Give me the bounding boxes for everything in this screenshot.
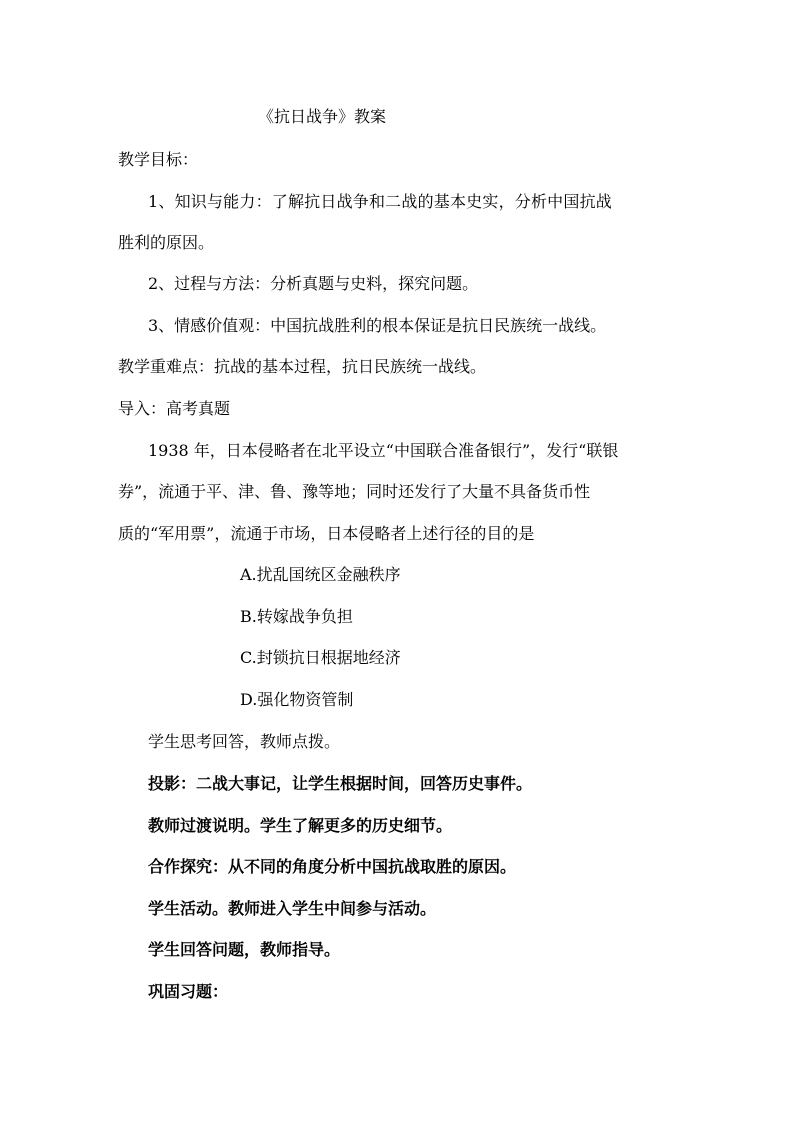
question-line-1: 1938 年，日本侵略者在北平设立“中国联合准备银行”，发行“联银 <box>148 441 619 460</box>
objective-1-continued: 胜利的原因。 <box>118 233 215 252</box>
intro-heading: 导入：高考真题 <box>118 399 231 418</box>
step-3: 教师过渡说明。学生了解更多的历史细节。 <box>148 816 453 835</box>
option-c: C.封锁抗日根据地经济 <box>240 648 401 667</box>
step-5: 学生活动。教师进入学生中间参与活动。 <box>148 899 437 918</box>
objective-1: 1、知识与能力：了解抗日战争和二战的基本史实，分析中国抗战 <box>148 192 612 211</box>
question-line-2: 券”，流通于平、津、鲁、豫等地；同时还发行了大量不具备货币性 <box>118 482 591 501</box>
step-1: 学生思考回答，教师点拨。 <box>148 732 341 751</box>
option-b: B.转嫁战争负担 <box>240 607 353 626</box>
question-line-3: 质的“军用票”，流通于市场，日本侵略者上述行径的目的是 <box>118 524 535 543</box>
option-a: A.扰乱国统区金融秩序 <box>240 565 401 584</box>
objectives-heading: 教学目标： <box>118 150 199 169</box>
key-points: 教学重难点：抗战的基本过程，抗日民族统一战线。 <box>118 357 487 376</box>
step-2: 投影：二战大事记，让学生根据时间，回答历史事件。 <box>148 774 533 793</box>
objective-2: 2、过程与方法：分析真题与史料，探究问题。 <box>148 274 479 293</box>
step-7: 巩固习题： <box>148 982 229 1001</box>
document-title: 《抗日战争》教案 <box>258 107 387 126</box>
option-d: D.强化物资管制 <box>240 690 354 709</box>
objective-3: 3、情感价值观：中国抗战胜利的根本保证是抗日民族统一战线。 <box>148 316 607 335</box>
step-4: 合作探究：从不同的角度分析中国抗战取胜的原因。 <box>148 857 517 876</box>
step-6: 学生回答问题，教师指导。 <box>148 940 341 959</box>
